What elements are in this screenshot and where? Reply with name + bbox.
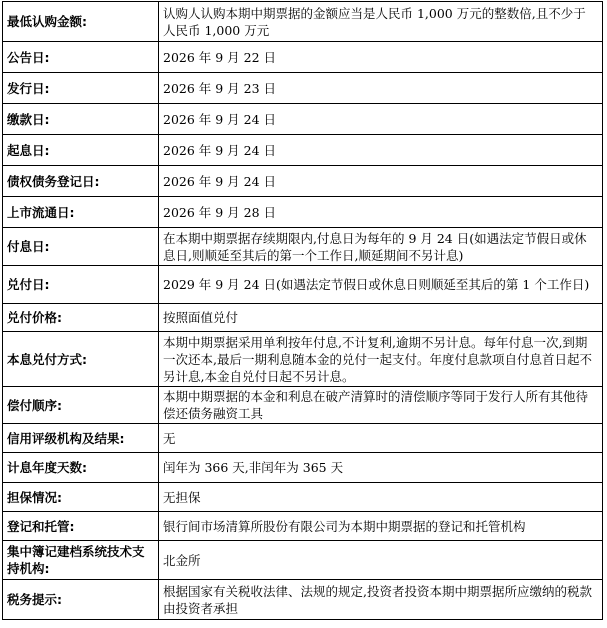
row-value: 2029 年 9 月 24 日(如遇法定节假日或休息日则顺延至其后的第 1 个工作日) xyxy=(159,266,603,304)
table-row xyxy=(3,304,603,332)
row-label: 起息日: xyxy=(3,135,159,166)
table-row xyxy=(3,2,603,42)
row-label: 信用评级机构及结果: xyxy=(3,424,159,453)
table-row xyxy=(3,453,603,483)
row-label: 最低认购金额: xyxy=(3,2,159,42)
terms-document xyxy=(2,1,603,620)
row-value: 按照面值兑付 xyxy=(159,304,603,332)
row-label: 兑付日: xyxy=(3,266,159,304)
row-label: 计息年度天数: xyxy=(3,453,159,483)
table-row xyxy=(3,512,603,541)
table-row xyxy=(3,332,603,387)
row-label: 登记和托管: xyxy=(3,512,159,541)
row-label: 偿付顺序: xyxy=(3,387,159,424)
row-label: 集中簿记建档系统技术支持机构: xyxy=(3,541,159,580)
table-row xyxy=(3,483,603,512)
table-row xyxy=(3,197,603,228)
row-value: 2026 年 9 月 23 日 xyxy=(159,73,603,104)
row-value: 认购人认购本期中期票据的金额应当是人民币 1,000 万元的整数倍,且不少于人民币 1,000 万元 xyxy=(159,2,603,42)
row-label: 本息兑付方式: xyxy=(3,332,159,387)
table-row xyxy=(3,387,603,424)
row-label: 公告日: xyxy=(3,42,159,73)
row-value: 北金所 xyxy=(159,541,603,580)
row-value: 本期中期票据采用单利按年付息,不计复利,逾期不另计息。每年付息一次,到期一次还本,最后一期利息随本金的兑付一起支付。年度付息款项自付息首日起不另计息,本金自兑付日起不另计息。 xyxy=(159,332,603,387)
row-value: 2026 年 9 月 24 日 xyxy=(159,135,603,166)
row-value: 无 xyxy=(159,424,603,453)
terms-table xyxy=(2,1,603,620)
row-value: 闰年为 366 天,非闰年为 365 天 xyxy=(159,453,603,483)
row-label: 上市流通日: xyxy=(3,197,159,228)
table-row xyxy=(3,424,603,453)
row-label: 付息日: xyxy=(3,228,159,266)
table-row xyxy=(3,42,603,73)
table-row xyxy=(3,166,603,197)
row-label: 担保情况: xyxy=(3,483,159,512)
row-label: 缴款日: xyxy=(3,104,159,135)
row-value: 在本期中期票据存续期限内,付息日为每年的 9 月 24 日(如遇法定节假日或休息日,则顺延至其后的第一个工作日,顺延期间不另计息) xyxy=(159,228,603,266)
row-value: 无担保 xyxy=(159,483,603,512)
row-value: 2026 年 9 月 24 日 xyxy=(159,166,603,197)
row-label: 兑付价格: xyxy=(3,304,159,332)
row-value: 本期中期票据的本金和利息在破产清算时的清偿顺序等同于发行人所有其他待偿还债务融资工具 xyxy=(159,387,603,424)
table-row xyxy=(3,135,603,166)
row-value: 2026 年 9 月 28 日 xyxy=(159,197,603,228)
table-row xyxy=(3,266,603,304)
row-value: 银行间市场清算所股份有限公司为本期中期票据的登记和托管机构 xyxy=(159,512,603,541)
table-row xyxy=(3,73,603,104)
table-row xyxy=(3,580,603,620)
row-label: 债权债务登记日: xyxy=(3,166,159,197)
table-row xyxy=(3,541,603,580)
row-label: 税务提示: xyxy=(3,580,159,620)
table-row xyxy=(3,104,603,135)
row-value: 2026 年 9 月 24 日 xyxy=(159,104,603,135)
row-value: 2026 年 9 月 22 日 xyxy=(159,42,603,73)
row-label: 发行日: xyxy=(3,73,159,104)
row-value: 根据国家有关税收法律、法规的规定,投资者投资本期中期票据所应缴纳的税款由投资者承担 xyxy=(159,580,603,620)
table-row xyxy=(3,228,603,266)
